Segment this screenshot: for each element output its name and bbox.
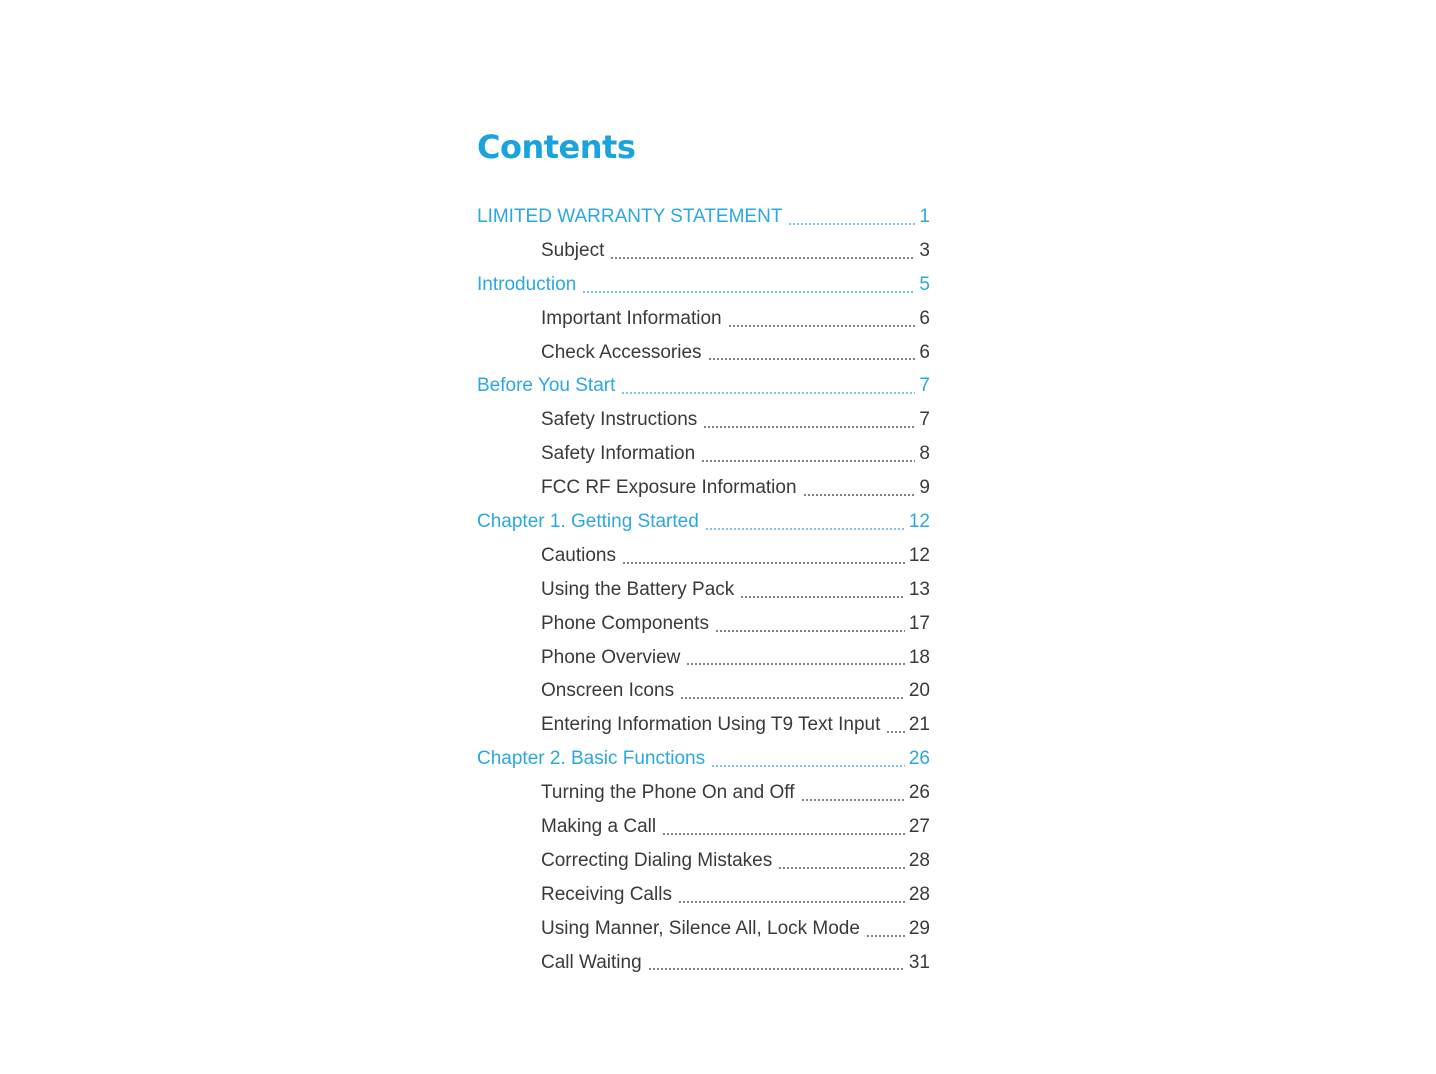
toc-chapter-entry[interactable] [477, 200, 930, 234]
dot-leader [648, 968, 905, 970]
toc-entry-label: FCC RF Exposure Information [541, 477, 797, 499]
toc-entry-label: Safety Information [541, 443, 696, 465]
toc-entry-label: Before You Start [477, 375, 616, 397]
toc-page-number: 7 [919, 375, 930, 397]
toc-page-number: 26 [908, 748, 930, 770]
toc-chapter-entry[interactable] [477, 505, 930, 539]
toc-entry-label: Chapter 2. Basic Functions [477, 748, 706, 770]
toc-entry-label: Safety Instructions [541, 409, 698, 431]
dot-leader [686, 663, 904, 665]
toc-page-number: 12 [908, 544, 930, 566]
toc-page-number: 20 [908, 680, 930, 702]
toc-page-number: 3 [919, 239, 930, 261]
toc-entry-label: Using Manner, Silence All, Lock Mode [541, 917, 860, 939]
toc-section-entry[interactable] [477, 336, 930, 370]
toc-page-number: 12 [908, 510, 930, 532]
toc-entry-label: Check Accessories [541, 341, 702, 363]
dot-leader [610, 257, 915, 259]
toc-entry-label: Receiving Calls [541, 883, 672, 905]
toc-section-entry[interactable] [477, 573, 930, 607]
toc-page-number: 5 [919, 273, 930, 295]
toc-section-entry[interactable] [477, 674, 930, 708]
toc-page-number: 26 [908, 782, 930, 804]
dot-leader [788, 223, 915, 225]
toc-section-entry[interactable] [477, 776, 930, 810]
toc-entry-label: Using the Battery Pack [541, 578, 735, 600]
toc-section-entry[interactable] [477, 844, 930, 878]
dot-leader [866, 935, 905, 937]
dot-leader [801, 799, 905, 801]
toc-page-number: 7 [919, 409, 930, 431]
toc-entry-label: Chapter 1. Getting Started [477, 510, 699, 532]
toc-entry-label: Phone Overview [541, 646, 681, 668]
toc-page-number: 13 [908, 578, 930, 600]
toc-page-number: 8 [919, 443, 930, 465]
toc-page-number: 1 [919, 205, 930, 227]
toc-chapter-entry[interactable] [477, 268, 930, 302]
dot-leader [705, 528, 905, 530]
toc-page-number: 31 [908, 951, 930, 973]
toc-page-number: 21 [908, 714, 930, 736]
dot-leader [582, 291, 915, 293]
toc-section-entry[interactable] [477, 302, 930, 336]
toc-page-number: 17 [908, 612, 930, 634]
toc-section-entry[interactable] [477, 810, 930, 844]
dot-leader [740, 596, 905, 598]
toc-section-entry[interactable] [477, 234, 930, 268]
toc-entry-label: Call Waiting [541, 951, 642, 973]
table-of-contents [477, 200, 930, 979]
dot-leader [711, 765, 905, 767]
toc-section-entry[interactable] [477, 437, 930, 471]
dot-leader [622, 562, 905, 564]
dot-leader [803, 494, 916, 496]
toc-page-number: 29 [908, 917, 930, 939]
dot-leader [778, 867, 905, 869]
dot-leader [703, 426, 915, 428]
toc-entry-label: Cautions [541, 544, 616, 566]
toc-entry-label: Turning the Phone On and Off [541, 782, 795, 804]
toc-page-number: 9 [919, 477, 930, 499]
page-title: Contents [477, 128, 636, 166]
dot-leader [662, 833, 905, 835]
toc-section-entry[interactable] [477, 878, 930, 912]
dot-leader [708, 358, 916, 360]
dot-leader [680, 697, 905, 699]
toc-entry-label: Correcting Dialing Mistakes [541, 849, 773, 871]
toc-section-entry[interactable] [477, 471, 930, 505]
toc-entry-label: Important Information [541, 307, 722, 329]
toc-entry-label: Phone Components [541, 612, 709, 634]
toc-entry-label: Onscreen Icons [541, 680, 675, 702]
toc-section-entry[interactable] [477, 708, 930, 742]
dot-leader [621, 392, 915, 394]
toc-entry-label: LIMITED WARRANTY STATEMENT [477, 205, 783, 227]
toc-page-number: 6 [919, 307, 930, 329]
dot-leader [728, 325, 916, 327]
toc-chapter-entry[interactable] [477, 742, 930, 776]
toc-section-entry[interactable] [477, 641, 930, 675]
toc-section-entry[interactable] [477, 607, 930, 641]
dot-leader [715, 630, 905, 632]
toc-entry-label: Introduction [477, 273, 577, 295]
toc-chapter-entry[interactable] [477, 369, 930, 403]
toc-page-number: 27 [908, 815, 930, 837]
toc-section-entry[interactable] [477, 403, 930, 437]
toc-page-number: 18 [908, 646, 930, 668]
toc-page-number: 28 [908, 883, 930, 905]
toc-entry-label: Subject [541, 239, 605, 261]
dot-leader [886, 731, 904, 733]
dot-leader [678, 901, 905, 903]
toc-section-entry[interactable] [477, 912, 930, 946]
dot-leader [701, 460, 915, 462]
toc-page-number: 28 [908, 849, 930, 871]
toc-section-entry[interactable] [477, 946, 930, 980]
toc-section-entry[interactable] [477, 539, 930, 573]
toc-entry-label: Entering Information Using T9 Text Input [541, 714, 881, 736]
toc-entry-label: Making a Call [541, 815, 657, 837]
toc-page-number: 6 [919, 341, 930, 363]
